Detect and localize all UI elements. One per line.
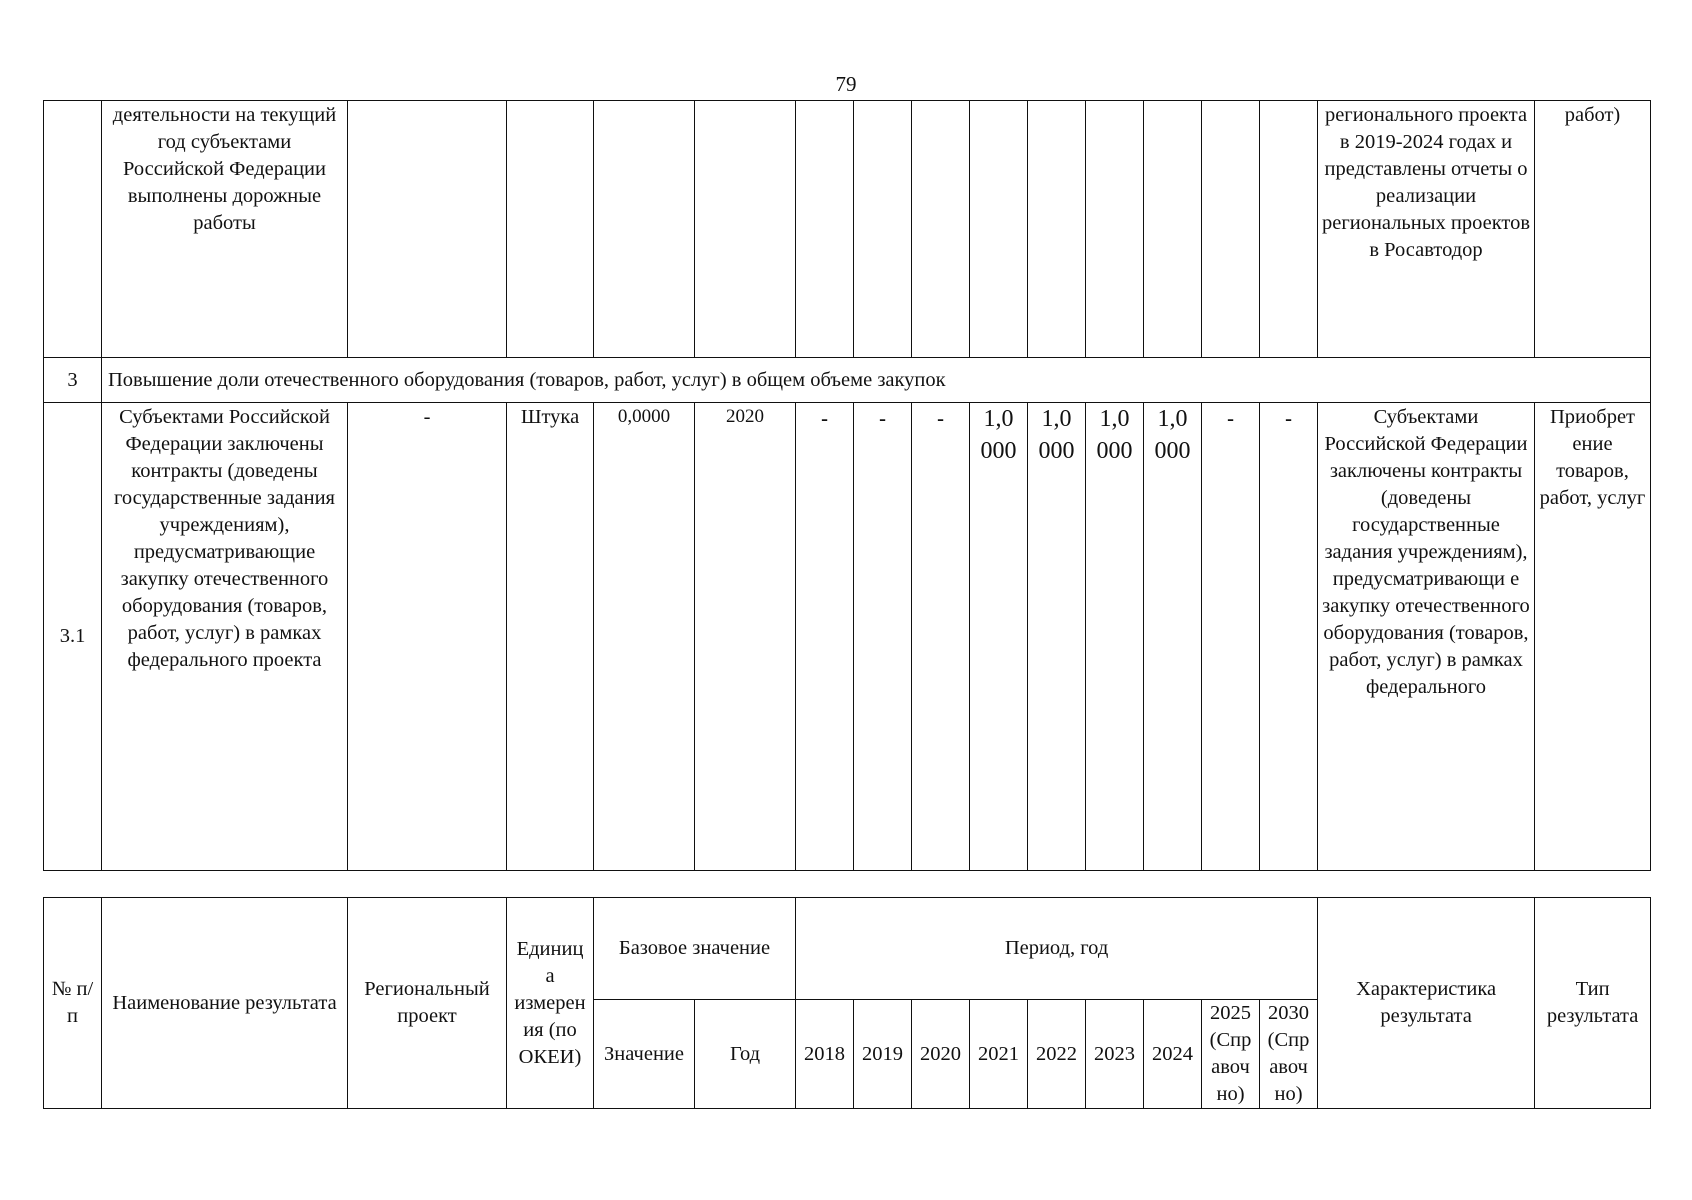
header-year: 2021 bbox=[970, 1000, 1028, 1109]
table-row-section bbox=[44, 358, 1651, 403]
regional-project: - bbox=[348, 403, 507, 871]
period-value: - bbox=[854, 403, 912, 871]
header-unit: Единиц а измерен ия (по ОКЕИ) bbox=[507, 898, 594, 1109]
row-number: 3.1 bbox=[44, 403, 102, 871]
header-base-year: Год bbox=[695, 1000, 796, 1109]
section-number: 3 bbox=[44, 358, 102, 403]
period-value: - bbox=[1260, 403, 1318, 871]
header-year: 2020 bbox=[912, 1000, 970, 1109]
header-base-group: Базовое значение bbox=[594, 898, 796, 1000]
row-number bbox=[44, 101, 102, 358]
header-characteristic: Характеристика результата bbox=[1318, 898, 1535, 1109]
period-value: - bbox=[912, 403, 970, 871]
header-year: 2023 bbox=[1086, 1000, 1144, 1109]
header-type: Тип результата bbox=[1535, 898, 1651, 1109]
table-row-result bbox=[44, 403, 1651, 871]
header-base-value: Значение bbox=[594, 1000, 695, 1109]
header-year: 2018 bbox=[796, 1000, 854, 1109]
header-number: № п/п bbox=[44, 898, 102, 1109]
base-value: 0,0000 bbox=[594, 403, 695, 871]
unit: Штука bbox=[507, 403, 594, 871]
header-regional-project: Региональный проект bbox=[348, 898, 507, 1109]
period-value: 1,0 000 bbox=[1144, 403, 1202, 871]
period-value: - bbox=[1202, 403, 1260, 871]
header-year: 2019 bbox=[854, 1000, 912, 1109]
period-value: 1,0 000 bbox=[1028, 403, 1086, 871]
results-table-header bbox=[43, 897, 1651, 1109]
header-year: 2025 (Спр авоч но) bbox=[1202, 1000, 1260, 1109]
period-value: 1,0 000 bbox=[1086, 403, 1144, 871]
table-row-continued bbox=[44, 101, 1651, 358]
period-value: - bbox=[796, 403, 854, 871]
header-row-top bbox=[44, 898, 1651, 1000]
result-name: Субъектами Российской Федерации заключены контракты (доведены государственные задания учреждениям), предусматривающие закупку отечественного оборудования (товаров, работ, услуг) в рамках федерального проекта bbox=[102, 403, 348, 871]
results-table-continued bbox=[43, 100, 1651, 871]
result-name: деятельности на текущий год субъектами Российской Федерации выполнены дорожные работы bbox=[102, 101, 348, 358]
base-year: 2020 bbox=[695, 403, 796, 871]
header-year: 2030 (Спр авоч но) bbox=[1260, 1000, 1318, 1109]
header-year: 2024 bbox=[1144, 1000, 1202, 1109]
header-name: Наименование результата bbox=[102, 898, 348, 1109]
header-period-group: Период, год bbox=[796, 898, 1318, 1000]
result-type: работ) bbox=[1535, 101, 1651, 358]
period-value: 1,0 000 bbox=[970, 403, 1028, 871]
result-characteristic: Субъектами Российской Федерации заключены контракты (доведены государственные задания учреждениям), предусматривающи е закупку отечественного оборудования (товаров, работ, услуг) в рамках федерального bbox=[1318, 403, 1535, 871]
header-year: 2022 bbox=[1028, 1000, 1086, 1109]
result-characteristic: регионального проекта в 2019-2024 годах и представлены отчеты о реализации региональных проектов в Росавтодор bbox=[1318, 101, 1535, 358]
page-number: 79 bbox=[835, 72, 857, 96]
result-type: Приобрет ение товаров, работ, услуг bbox=[1535, 403, 1651, 871]
section-title: Повышение доли отечественного оборудования (товаров, работ, услуг) в общем объеме закупок bbox=[102, 358, 1651, 403]
